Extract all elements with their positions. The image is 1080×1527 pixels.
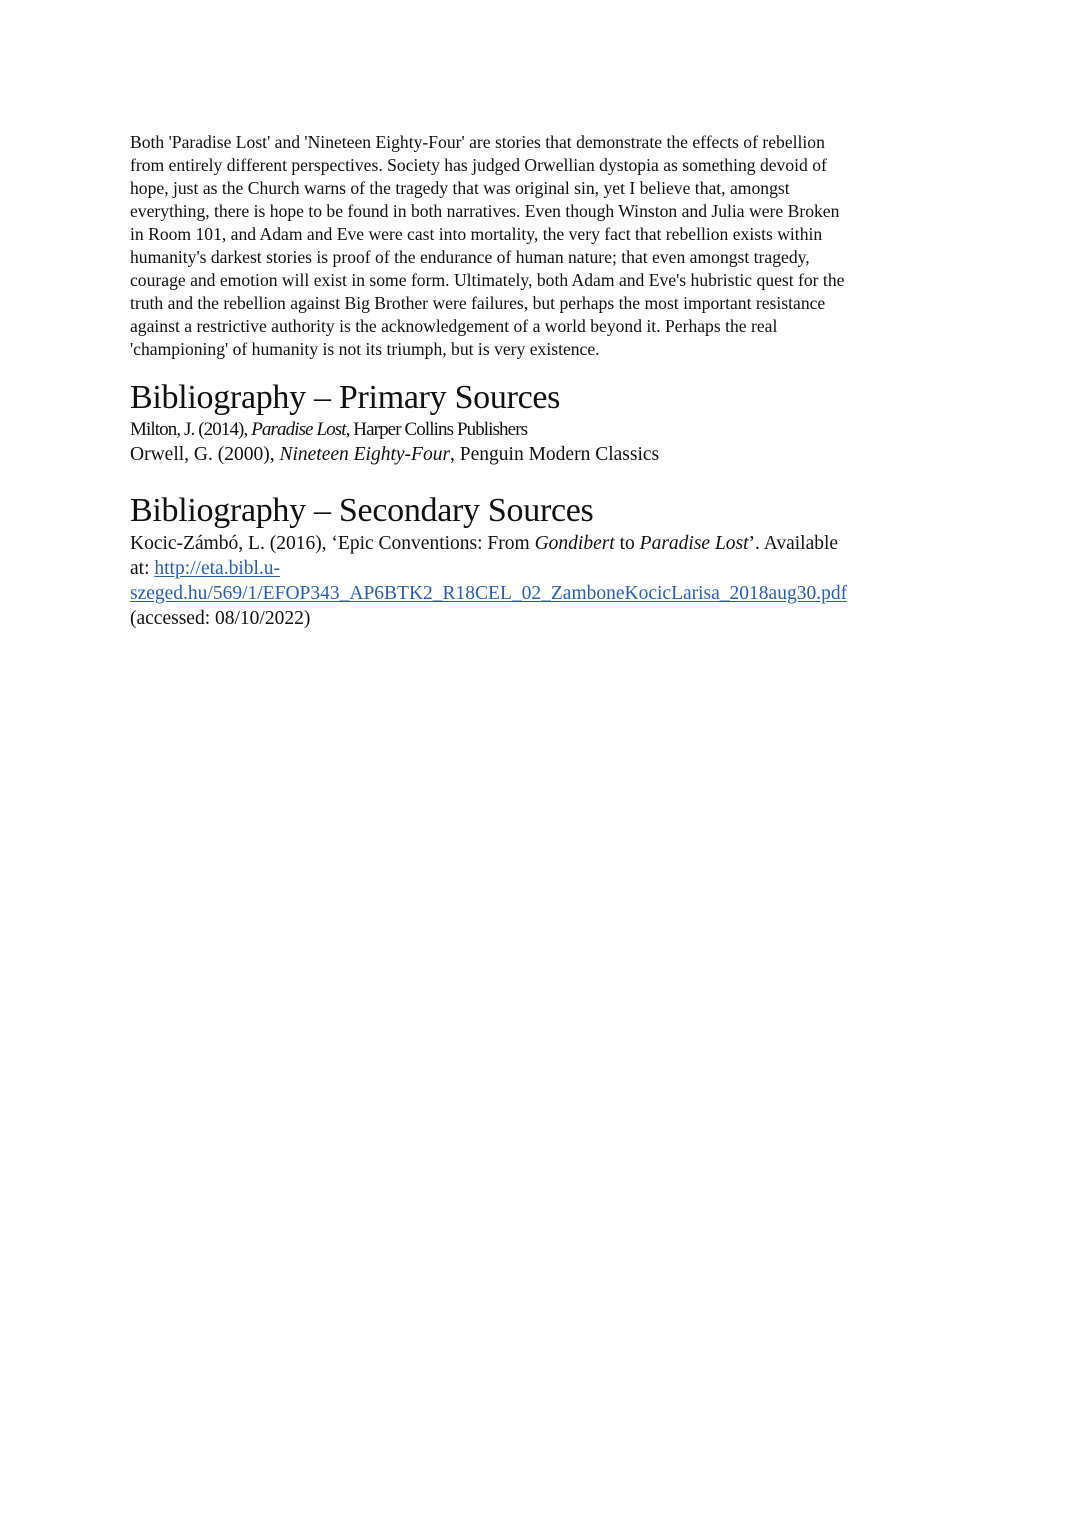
document-page: [130, 131, 960, 631]
entry-author-year: Orwell, G. (2000),: [130, 444, 280, 465]
paragraph-line: 'championing' of humanity is not its triumph, but is very existence.: [130, 339, 600, 359]
secondary-sources-heading: Bibliography – Secondary Sources: [130, 492, 594, 529]
entry-connector: to: [614, 533, 640, 554]
secondary-source-entry: [130, 531, 960, 631]
primary-sources-heading: Bibliography – Primary Sources: [130, 379, 561, 416]
entry-line: [130, 581, 960, 606]
entry-title: Nineteen Eighty-Four: [279, 444, 451, 465]
paragraph-line: truth and the rebellion against Big Brother were failures, but perhaps the most important resistance: [130, 293, 826, 313]
paragraph-line: humanity's darkest stories is proof of the endurance of human nature; that even amongst tragedy,: [130, 247, 810, 267]
entry-publisher: , Harper Collins Publishers: [345, 419, 528, 440]
source-url-link[interactable]: http://eta.bibl.u-: [154, 558, 281, 579]
primary-source-entry: [130, 418, 960, 442]
entry-prefix: Kocic-Zámbó, L. (2016), ‘Epic Conventions: From: [130, 533, 535, 554]
entry-title: Paradise Lost: [251, 419, 346, 440]
paragraph-line: everything, there is hope to be found in both narratives. Even though Winston and Julia were Broken: [130, 201, 840, 221]
source-url-link[interactable]: szeged.hu/569/1/EFOP343_AP6BTK2_R18CEL_02_ZamboneKocicLarisa_2018aug30.pdf: [130, 583, 848, 604]
paragraph-line: from entirely different perspectives. Society has judged Orwellian dystopia as something devoid of: [130, 155, 827, 175]
entry-line: [130, 556, 960, 581]
conclusion-paragraph: [130, 131, 960, 361]
entry-accessed-date: (accessed: 08/10/2022): [130, 608, 311, 629]
paragraph-line: Both 'Paradise Lost' and 'Nineteen Eighty-Four' are stories that demonstrate the effects of rebellion: [130, 132, 825, 152]
entry-publisher: , Penguin Modern Classics: [450, 444, 660, 465]
entry-author-year: Milton, J. (2014),: [130, 419, 252, 440]
entry-title: Paradise Lost: [639, 533, 749, 554]
entry-suffix: ’. Available: [748, 533, 839, 554]
paragraph-line: courage and emotion will exist in some form. Ultimately, both Adam and Eve's hubristic quest for the: [130, 270, 845, 290]
entry-at-label: at:: [130, 558, 155, 579]
paragraph-line: hope, just as the Church warns of the tragedy that was original sin, yet I believe that, amongst: [130, 178, 790, 198]
entry-line: [130, 531, 960, 556]
paragraph-line: in Room 101, and Adam and Eve were cast into mortality, the very fact that rebellion exists within: [130, 224, 823, 244]
paragraph-line: against a restrictive authority is the acknowledgement of a world beyond it. Perhaps the real: [130, 316, 778, 336]
entry-title: Gondibert: [534, 533, 615, 554]
primary-source-entry: [130, 442, 960, 468]
